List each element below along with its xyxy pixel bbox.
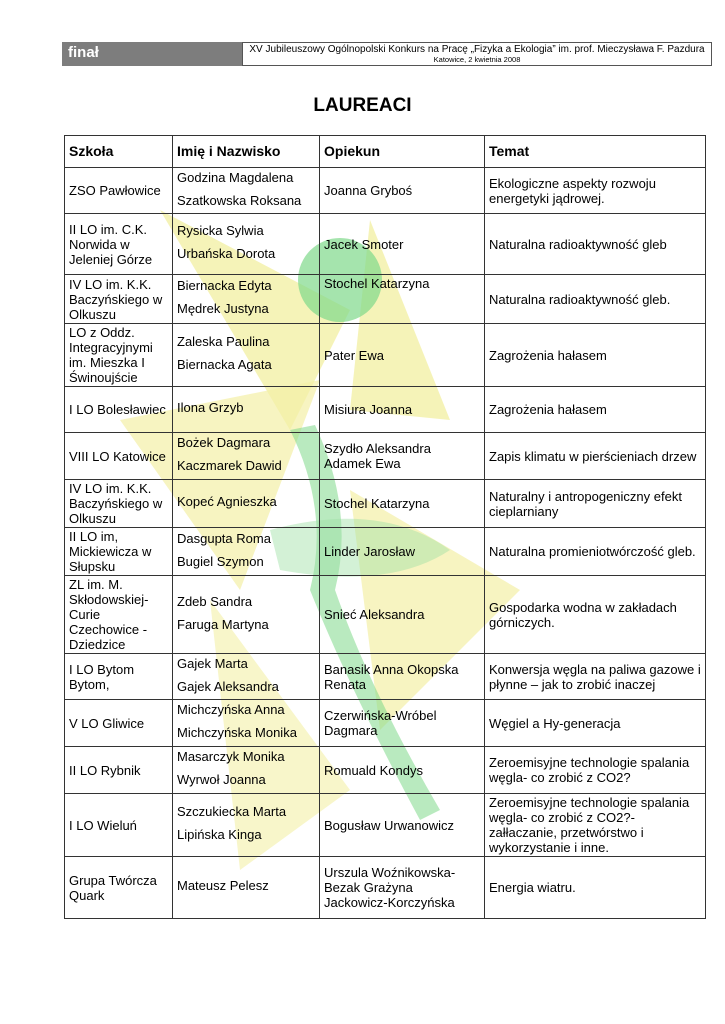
- supervisor-cell: Misiura Joanna: [320, 387, 485, 433]
- students-cell: [173, 747, 320, 794]
- topic-cell: Zeroemisyjne technologie spalania węgla- co zrobić z CO2?- załłaczanie, przetwórstwo i wykorzystanie i inne.: [485, 794, 706, 857]
- supervisor-cell: Jacek Smoter: [320, 214, 485, 275]
- students-cell: [173, 794, 320, 857]
- contest-date: Katowice, 2 kwietnia 2008: [433, 55, 521, 64]
- supervisor-cell: Szydło Aleksandra Adamek Ewa: [320, 433, 485, 480]
- student-name: Szczukiecka Marta: [177, 804, 287, 819]
- school-cell: ZL im. M. Skłodowskiej-Curie Czechowice - Dziedzice: [65, 576, 173, 654]
- school-cell: IV LO im. K.K. Baczyńskiego w Olkuszu: [65, 275, 173, 324]
- students-cell: [173, 528, 320, 576]
- student-name: Gajek Aleksandra: [177, 678, 279, 694]
- column-header-school: Szkoła: [65, 136, 173, 168]
- supervisor-cell: Linder Jarosław: [320, 528, 485, 576]
- school-cell: VIII LO Katowice: [65, 433, 173, 480]
- student-name: Mędrek Justyna: [177, 301, 269, 316]
- school-cell: ZSO Pawłowice: [65, 168, 173, 214]
- students-cell: [173, 214, 320, 275]
- topic-cell: Ekologiczne aspekty rozwoju energetyki jądrowej.: [485, 168, 706, 214]
- supervisor-cell: Stochel Katarzyna: [320, 275, 485, 324]
- laureates-table: [64, 135, 706, 919]
- students-cell: [173, 576, 320, 654]
- school-cell: II LO Rybnik: [65, 747, 173, 794]
- table-header-row: [65, 136, 706, 168]
- student-name: Michczyńska Anna: [177, 702, 285, 717]
- table-row: [65, 528, 706, 576]
- contest-title-box: [242, 42, 712, 66]
- supervisor-cell: Urszula Woźnikowska-Bezak Grażyna Jackowicz-Korczyńska: [320, 857, 485, 919]
- student-name: Kaczmarek Dawid: [177, 458, 282, 473]
- student-name: Zaleska Paulina: [177, 334, 270, 349]
- topic-cell: Naturalna radioaktywność gleb: [485, 214, 706, 275]
- supervisor-cell: Romuald Kondys: [320, 747, 485, 794]
- student-name: Mateusz Pelesz: [177, 878, 269, 893]
- table-row: [65, 654, 706, 700]
- supervisor-cell: Czerwińska-Wróbel Dagmara: [320, 700, 485, 747]
- student-name: Michczyńska Monika: [177, 725, 297, 740]
- students-cell: [173, 480, 320, 528]
- table-row: [65, 168, 706, 214]
- topic-cell: Zagrożenia hałasem: [485, 324, 706, 387]
- table-row: [65, 576, 706, 654]
- students-cell: [173, 700, 320, 747]
- student-name: Biernacka Edyta: [177, 278, 272, 293]
- student-name: Szatkowska Roksana: [177, 192, 302, 208]
- school-cell: I LO Bolesławiec: [65, 387, 173, 433]
- topic-cell: Zeroemisyjne technologie spalania węgla- co zrobić z CO2?: [485, 747, 706, 794]
- document-header: [62, 42, 712, 66]
- topic-cell: Energia wiatru.: [485, 857, 706, 919]
- table-row: [65, 324, 706, 387]
- student-name: Faruga Martyna: [177, 616, 269, 632]
- final-tag: finał: [62, 42, 242, 66]
- student-name: Gajek Marta: [177, 655, 248, 671]
- school-cell: I LO Bytom Bytom,: [65, 654, 173, 700]
- student-name: Godzina Magdalena: [177, 169, 294, 185]
- student-name: Bożek Dagmara: [177, 435, 271, 450]
- student-name: Lipińska Kinga: [177, 827, 262, 842]
- supervisor-cell: Stochel Katarzyna: [320, 480, 485, 528]
- student-name: Wyrwoł Joanna: [177, 772, 266, 787]
- supervisor-cell: Bogusław Urwanowicz: [320, 794, 485, 857]
- student-name: Bugiel Szymon: [177, 553, 264, 569]
- student-name: Urbańska Dorota: [177, 246, 276, 261]
- students-cell: [173, 857, 320, 919]
- topic-cell: Węgiel a Hy-generacja: [485, 700, 706, 747]
- topic-cell: Zapis klimatu w pierścieniach drzew: [485, 433, 706, 480]
- student-name: Dasgupta Roma: [177, 530, 271, 546]
- student-name: Zdeb Sandra: [177, 593, 253, 609]
- students-cell: [173, 433, 320, 480]
- table-row: [65, 214, 706, 275]
- students-cell: [173, 168, 320, 214]
- student-name: Ilona Grzyb: [177, 400, 244, 415]
- student-name: Masarczyk Monika: [177, 749, 285, 764]
- column-header-name: Imię i Nazwisko: [173, 136, 320, 168]
- table-row: [65, 433, 706, 480]
- page-title: LAUREACI: [313, 95, 412, 116]
- students-cell: [173, 275, 320, 324]
- topic-cell: Naturalna promieniotwórczość gleb.: [485, 528, 706, 576]
- school-cell: II LO im. C.K. Norwida w Jeleniej Górze: [65, 214, 173, 275]
- student-name: Kopeć Agnieszka: [177, 494, 277, 509]
- table-row: [65, 387, 706, 433]
- students-cell: [173, 387, 320, 433]
- table-row: [65, 794, 706, 857]
- table-row: [65, 275, 706, 324]
- contest-title: XV Jubileuszowy Ogólnopolski Konkurs na Pracę „Fizyka a Ekologia” im. prof. Mieczysława F. Pazdura: [249, 44, 705, 55]
- table-row: [65, 857, 706, 919]
- table-row: [65, 747, 706, 794]
- supervisor-cell: Snieć Aleksandra: [320, 576, 485, 654]
- table-row: [65, 480, 706, 528]
- school-cell: LO z Oddz. Integracyjnymi im. Mieszka I Świnoujście: [65, 324, 173, 387]
- topic-cell: Gospodarka wodna w zakładach górniczych.: [485, 576, 706, 654]
- school-cell: IV LO im. K.K. Baczyńskiego w Olkuszu: [65, 480, 173, 528]
- school-cell: V LO Gliwice: [65, 700, 173, 747]
- school-cell: Grupa Twórcza Quark: [65, 857, 173, 919]
- supervisor-cell: Pater Ewa: [320, 324, 485, 387]
- students-cell: [173, 324, 320, 387]
- supervisor-cell: Banasik Anna Okopska Renata: [320, 654, 485, 700]
- topic-cell: Konwersja węgla na paliwa gazowe i płynne – jak to zrobić inaczej: [485, 654, 706, 700]
- school-cell: II LO im, Mickiewicza w Słupsku: [65, 528, 173, 576]
- column-header-supervisor: Opiekun: [320, 136, 485, 168]
- student-name: Biernacka Agata: [177, 357, 272, 372]
- table-row: [65, 700, 706, 747]
- school-cell: I LO Wieluń: [65, 794, 173, 857]
- students-cell: [173, 654, 320, 700]
- topic-cell: Zagrożenia hałasem: [485, 387, 706, 433]
- topic-cell: Naturalny i antropogeniczny efekt cieplarniany: [485, 480, 706, 528]
- student-name: Rysicka Sylwia: [177, 223, 264, 238]
- topic-cell: Naturalna radioaktywność gleb.: [485, 275, 706, 324]
- supervisor-cell: Joanna Gryboś: [320, 168, 485, 214]
- column-header-topic: Temat: [485, 136, 706, 168]
